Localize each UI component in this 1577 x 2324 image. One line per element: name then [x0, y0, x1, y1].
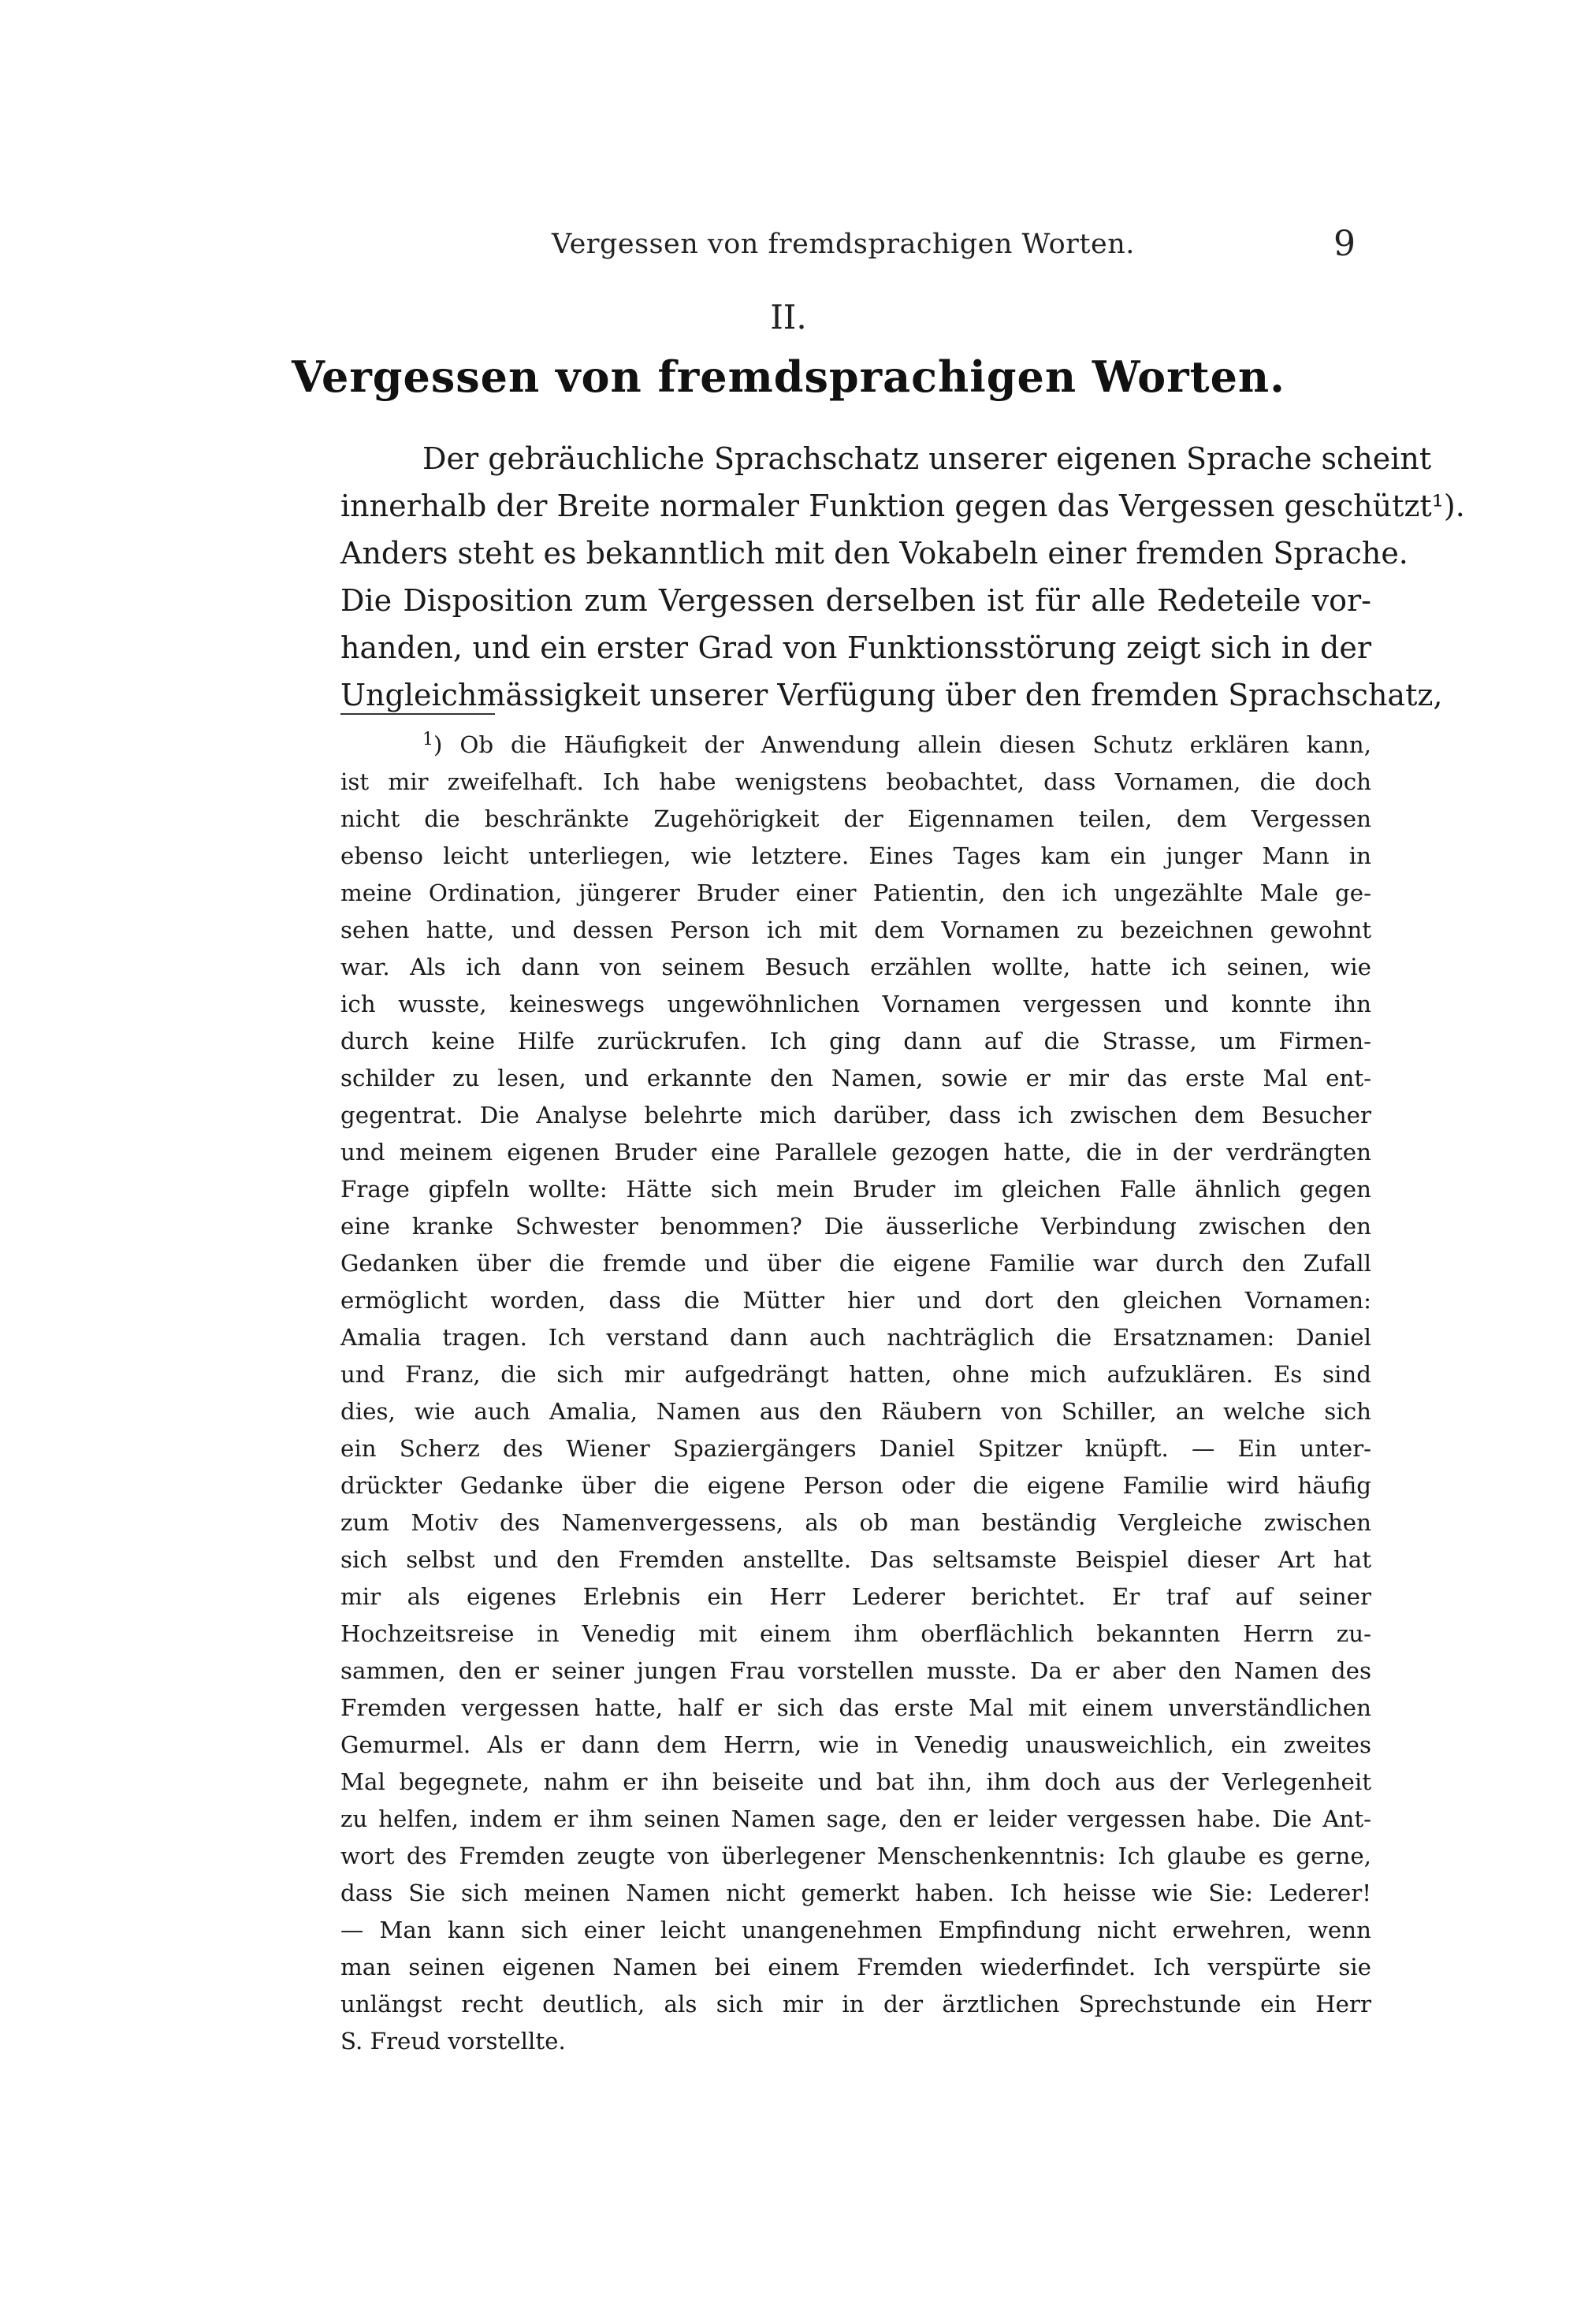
- footnote-line: ist mir zweifelhaft. Ich habe wenigstens beobachtet, dass Vornamen, die doch: [340, 768, 1371, 795]
- footnote-line: — Man kann sich einer leicht unangenehmen Empfindung nicht erwehren, wenn: [340, 1917, 1371, 1943]
- body-line: Ungleichmässigkeit unserer Verfügung über den fremden Sprachschatz,: [340, 678, 1443, 712]
- footnote-line: Hochzeitsreise in Venedig mit einem ihm oberflächlich bekannten Herrn zu-: [340, 1620, 1371, 1647]
- footnote-line: [340, 721, 1371, 764]
- footnote-line: sich selbst und den Fremden anstellte. Das seltsamste Beispiel dieser Art hat: [340, 1546, 1371, 1573]
- footnote-line: Fremden vergessen hatte, half er sich das erste Mal mit einem unverständlichen: [340, 1694, 1371, 1721]
- footnote-line: eine kranke Schwester benommen? Die äusserliche Verbindung zwischen den: [340, 1213, 1371, 1240]
- body-line: Anders steht es bekanntlich mit den Vokabeln einer fremden Sprache.: [340, 536, 1408, 571]
- footnote-line: und Franz, die sich mir aufgedrängt hatten, ohne mich aufzuklären. Es sind: [340, 1361, 1371, 1388]
- footnote-line: meine Ordination, jüngerer Bruder einer Patientin, den ich ungezählte Male ge-: [340, 879, 1371, 906]
- footnote: [340, 721, 1371, 2060]
- footnote-divider: [340, 713, 495, 715]
- footnote-line: war. Als ich dann von seinem Besuch erzählen wollte, hatte ich seinen, wie: [340, 954, 1371, 980]
- footnote-line: Gemurmel. Als er dann dem Herrn, wie in Venedig unausweichlich, ein zweites: [340, 1731, 1371, 1758]
- body-paragraph: [340, 435, 1465, 719]
- footnote-line: ich wusste, keineswegs ungewöhnlichen Vornamen vergessen und konnte ihn: [340, 991, 1371, 1017]
- footnote-line: zu helfen, indem er ihm seinen Namen sage, den er leider vergessen habe. Die Ant-: [340, 1805, 1371, 1832]
- footnote-line: ebenso leicht unterliegen, wie letztere. Eines Tages kam ein junger Mann in: [340, 842, 1371, 869]
- body-line: Die Disposition zum Vergessen derselben ist für alle Redeteile vor-: [340, 583, 1371, 618]
- footnote-line: ermöglicht worden, dass die Mütter hier und dort den gleichen Vornamen:: [340, 1287, 1371, 1314]
- footnote-line: Amalia tragen. Ich verstand dann auch nachträglich die Ersatznamen: Daniel: [340, 1324, 1371, 1351]
- footnote-line: sehen hatte, und dessen Person ich mit dem Vornamen zu bezeichnen gewohnt: [340, 917, 1371, 943]
- chapter-title: Vergessen von fremdsprachigen Worten.: [292, 351, 1285, 402]
- body-line: handen, und ein erster Grad von Funktionsstörung zeigt sich in der: [340, 630, 1371, 665]
- footnote-line: Mal begegnete, nahm er ihn beiseite und bat ihn, ihm doch aus der Verlegenheit: [340, 1768, 1371, 1795]
- footnote-line: Frage gipfeln wollte: Hätte sich mein Bruder im gleichen Falle ähnlich gegen: [340, 1176, 1371, 1203]
- body-line: innerhalb der Breite normaler Funktion gegen das Vergessen geschützt¹).: [340, 489, 1465, 523]
- footnote-line: durch keine Hilfe zurückrufen. Ich ging dann auf die Strasse, um Firmen-: [340, 1028, 1371, 1054]
- footnote-line: nicht die beschränkte Zugehörigkeit der Eigennamen teilen, dem Vergessen: [340, 805, 1371, 832]
- footnote-line: S. Freud vorstellte.: [340, 2028, 566, 2054]
- footnote-marker: 1: [422, 730, 433, 749]
- footnote-line: gegentrat. Die Analyse belehrte mich darüber, dass ich zwischen dem Besucher: [340, 1102, 1371, 1129]
- footnote-line: sammen, den er seiner jungen Frau vorstellen musste. Da er aber den Namen des: [340, 1657, 1371, 1684]
- page-number: 9: [1333, 224, 1356, 264]
- footnote-line: man seinen eigenen Namen bei einem Fremden wiederfindet. Ich verspürte sie: [340, 1954, 1371, 1980]
- footnote-line: schilder zu lesen, und erkannte den Namen, sowie er mir das erste Mal ent-: [340, 1065, 1371, 1091]
- running-head-title: Vergessen von fremdsprachigen Worten.: [552, 229, 1135, 260]
- body-line: Der gebräuchliche Sprachschatz unserer eigenen Sprache scheint: [422, 441, 1432, 476]
- footnote-line: mir als eigenes Erlebnis ein Herr Lederer berichtet. Er traf auf seiner: [340, 1583, 1371, 1610]
- footnote-line: Gedanken über die fremde und über die eigene Familie war durch den Zufall: [340, 1250, 1371, 1277]
- footnote-line: unlängst recht deutlich, als sich mir in der ärztlichen Sprechstunde ein Herr: [340, 1991, 1371, 2017]
- footnote-line: zum Motiv des Namenvergessens, als ob man beständig Vergleiche zwischen: [340, 1509, 1371, 1536]
- footnote-line: drückter Gedanke über die eigene Person oder die eigene Familie wird häufig: [340, 1472, 1371, 1499]
- footnote-line: dies, wie auch Amalia, Namen aus den Räubern von Schiller, an welche sich: [340, 1398, 1371, 1425]
- footnote-line-text: ) Ob die Häufigkeit der Anwendung allein diesen Schutz erklären kann,: [433, 731, 1371, 758]
- footnote-line: wort des Fremden zeugte von überlegener Menschenkenntnis: Ich glaube es gerne,: [340, 1842, 1371, 1869]
- footnote-line: ein Scherz des Wiener Spaziergängers Daniel Spitzer knüpft. — Ein unter-: [340, 1435, 1371, 1462]
- footnote-line: und meinem eigenen Bruder eine Parallele gezogen hatte, die in der verdrängten: [340, 1139, 1371, 1166]
- footnote-line: dass Sie sich meinen Namen nicht gemerkt haben. Ich heisse wie Sie: Lederer!: [340, 1880, 1371, 1906]
- chapter-numeral: II.: [770, 298, 807, 337]
